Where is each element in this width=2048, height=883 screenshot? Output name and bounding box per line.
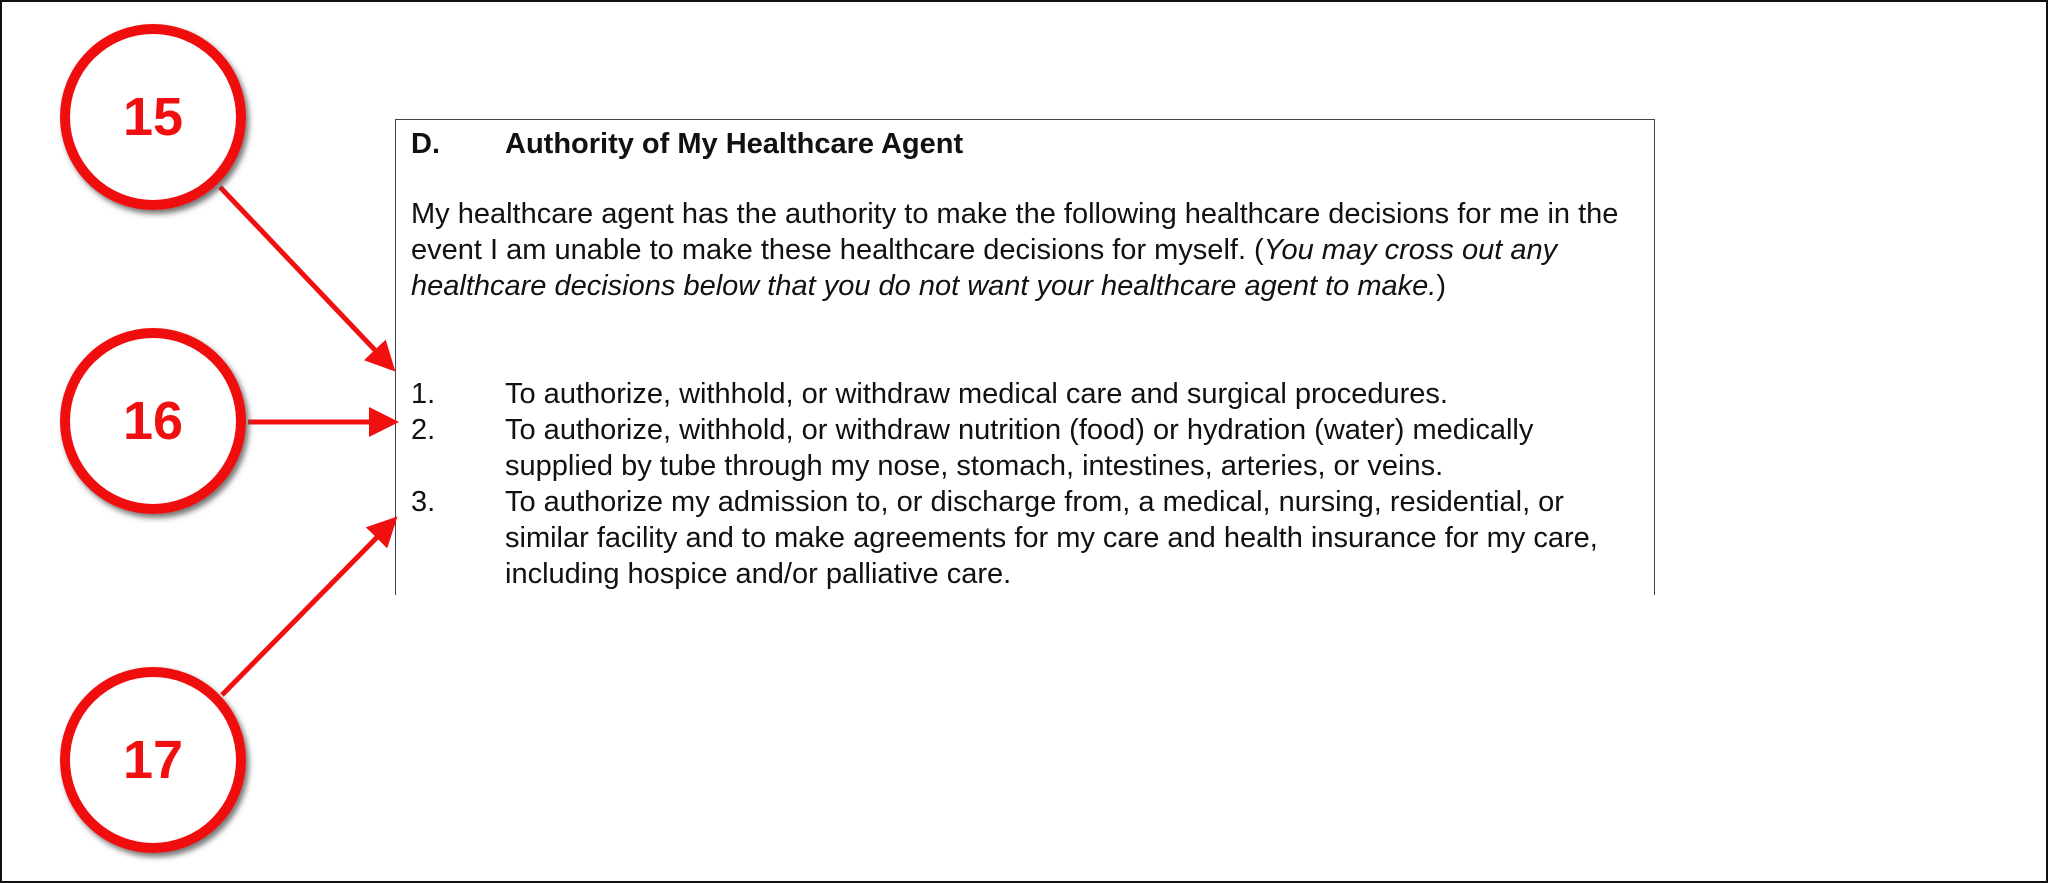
arrow-17 (222, 520, 394, 695)
arrow-15 (220, 187, 392, 368)
section-title: Authority of My Healthcare Agent (505, 128, 964, 160)
intro-text: My healthcare agent has the authority to make the following healthcare decisions for me in the event I am unable to make these healthcare decisions for myself. ( (411, 198, 1619, 266)
callout-label-16: 16 (122, 391, 184, 451)
intro-italic-note: You may cross out any healthcare decisions below that you do not want your healthcare agent to make. (411, 234, 1558, 302)
callout-label-17: 17 (122, 730, 184, 790)
list-number: 3. (411, 486, 436, 518)
section-letter: D. (411, 128, 440, 160)
list-text: To authorize my admission to, or discharge from, a medical, nursing, residential, or similar facility and to make agreements for my care and health insurance for my care, including hospice and/or palliative care. (505, 486, 1598, 590)
list-number: 1. (411, 378, 436, 410)
list-text: To authorize, withhold, or withdraw nutrition (food) or hydration (water) medically supplied by tube through my nose, stomach, intestines, arteries, or veins. (505, 414, 1534, 482)
list-number: 2. (411, 414, 436, 446)
list-text: To authorize, withhold, or withdraw medical care and surgical procedures. (505, 378, 1448, 410)
callout-label-15: 15 (122, 87, 184, 147)
intro-close: ) (1436, 270, 1446, 302)
